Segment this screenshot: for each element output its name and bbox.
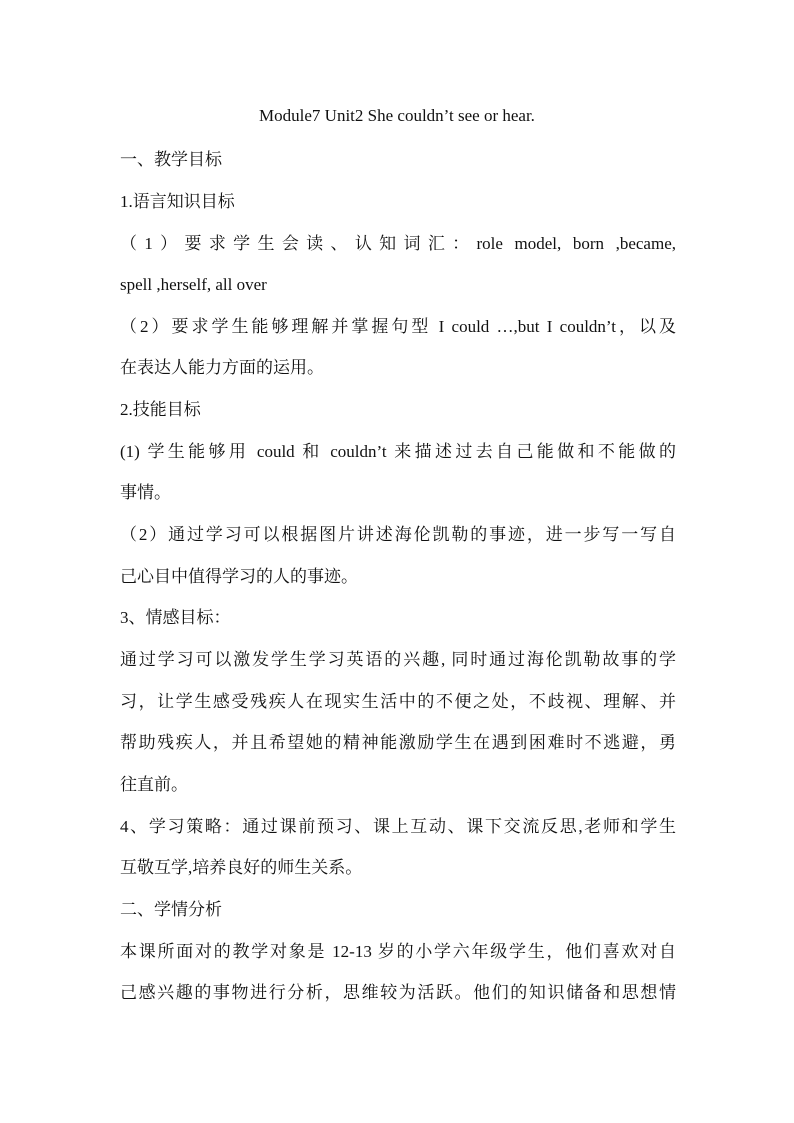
paragraph-line: （2）要求学生能够理解并掌握句型 I could …,but I couldn’t，以及	[120, 317, 676, 336]
paragraph-line: 习，让学生感受残疾人在现实生活中的不便之处，不歧视、理解、并	[120, 692, 676, 711]
section-heading-teaching-goals: 一、教学目标	[120, 150, 222, 169]
paragraph-line: （1）要求学生会读、认知词汇：role model, born ,became,	[120, 234, 676, 253]
paragraph-line: spell ,herself, all over	[120, 275, 267, 294]
document-title: Module7 Unit2 She couldn’t see or hear.	[259, 106, 535, 125]
paragraph-line: 帮助残疾人，并且希望她的精神能激励学生在遇到困难时不逃避，勇	[120, 733, 676, 752]
section-heading-learner-analysis: 二、学情分析	[120, 900, 222, 919]
paragraph-line: 通过学习可以激发学生学习英语的兴趣, 同时通过海伦凯勒故事的学	[120, 650, 676, 669]
paragraph-line: 往直前。	[120, 775, 188, 794]
paragraph-line: 事情。	[120, 483, 171, 502]
paragraph-line: 4、学习策略：通过课前预习、课上互动、课下交流反思,老师和学生	[120, 817, 676, 836]
subheading-language-knowledge: 1.语言知识目标	[120, 192, 235, 211]
paragraph-line: 己感兴趣的事物进行分析，思维较为活跃。他们的知识储备和思想情	[120, 983, 676, 1002]
paragraph-line: 互敬互学,培养良好的师生关系。	[120, 858, 363, 877]
paragraph-line: 己心目中值得学习的人的事迹。	[120, 567, 358, 586]
subheading-emotional-goals: 3、情感目标：	[120, 608, 231, 627]
subheading-skill-goals: 2.技能目标	[120, 400, 201, 419]
paragraph-line: (1) 学生能够用 could 和 couldn’t 来描述过去自己能做和不能做的	[120, 442, 676, 461]
paragraph-line: 在表达人能力方面的运用。	[120, 358, 324, 377]
paragraph-line: （2）通过学习可以根据图片讲述海伦凯勒的事迹，进一步写一写自	[120, 525, 676, 544]
paragraph-line: 本课所面对的教学对象是 12-13 岁的小学六年级学生，他们喜欢对自	[120, 942, 676, 961]
